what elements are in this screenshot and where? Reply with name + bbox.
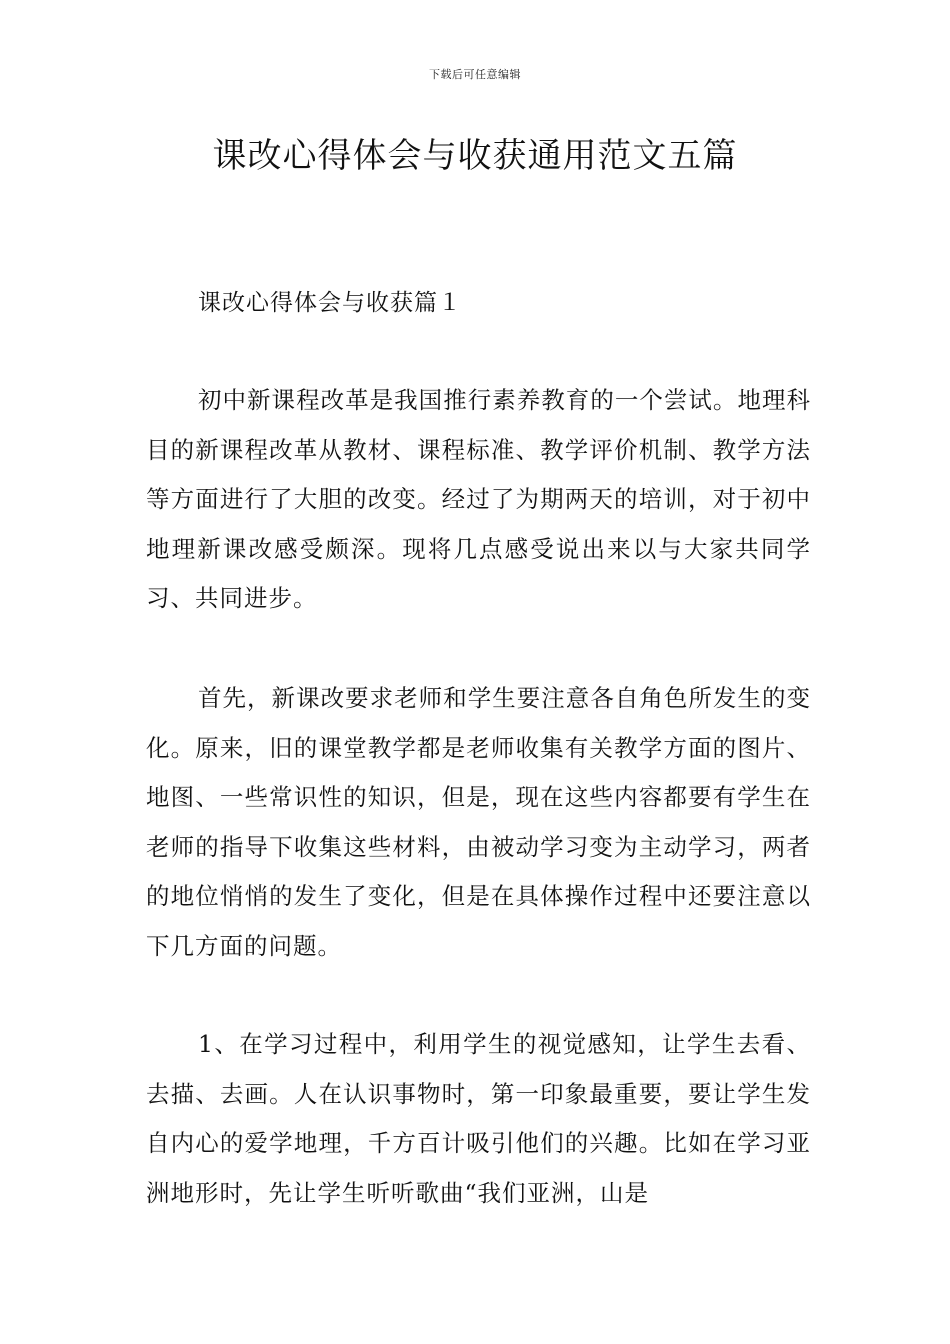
body-paragraph: 1、在学习过程中，利用学生的视觉感知，让学生去看、去描、去画。人在认识事物时，第一印象最重要，要让学生发自内心的爱学地理，千方百计吸引他们的兴趣。比如在学习亚洲地形时，先让学生听听歌曲“我们亚洲，山是 [146, 1030, 811, 1207]
section-heading: 课改心得体会与收获篇１ [198, 290, 462, 316]
body-paragraph: 初中新课程改革是我国推行素养教育的一个尝试。地理科目的新课程改革从教材、课程标准、教学评价机制、教学方法等方面进行了大胆的改变。经过了为期两天的培训，对于初中地理新课改感受颇深。现将几点感受说出来以与大家共同学习、共同进步。 [146, 386, 811, 612]
document-title: 课改心得体会与收获通用范文五篇 [212, 136, 738, 176]
body-paragraph: 首先，新课改要求老师和学生要注意各自角色所发生的变化。原来，旧的课堂教学都是老师收集有关教学方面的图片、地图、一些常识性的知识，但是，现在这些内容都要有学生在老师的指导下收集这些材料，由被动学习变为主动学习，两者的地位悄悄的发生了变化，但是在具体操作过程中还要注意以下几方面的问题。 [146, 684, 811, 960]
header-note: 下载后可任意编辑 [429, 68, 521, 81]
